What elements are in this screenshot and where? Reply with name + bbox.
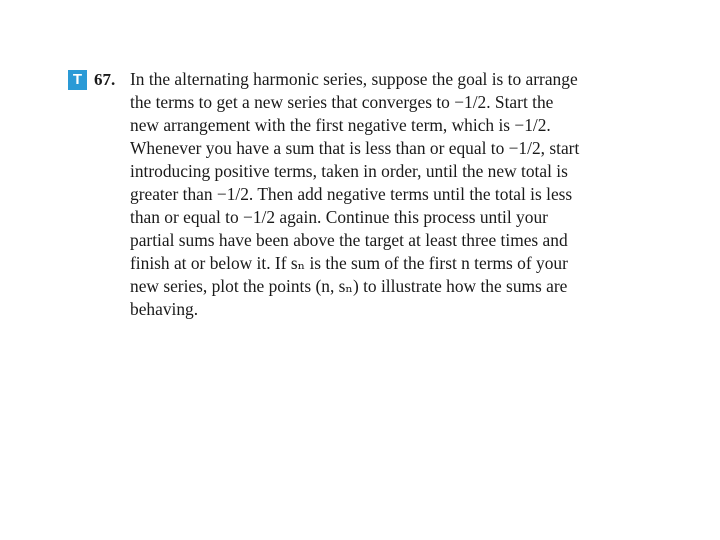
exercise-number: 67. [94, 70, 116, 89]
text-line: introducing positive terms, taken in order, until the new total is [130, 161, 568, 181]
text-line: new arrangement with the first negative term, which is −1/2. [130, 115, 551, 135]
exercise-67 [68, 68, 628, 321]
text-line: greater than −1/2. Then add negative terms until the total is less [130, 184, 573, 204]
text-line: new series, plot the points (n, sₙ) to illustrate how the sums are [130, 276, 568, 296]
text-line: In the alternating harmonic series, suppose the goal is to arrange [130, 69, 578, 89]
text-line: Whenever you have a sum that is less than or equal to −1/2, start [130, 138, 580, 158]
exercise-text [130, 68, 620, 321]
text-line: the terms to get a new series that converges to −1/2. Start the [130, 92, 554, 112]
technology-badge: T [68, 70, 87, 90]
text-line: finish at or below it. If sₙ is the sum of the first n terms of your [130, 253, 568, 273]
cut-off-text-fragment [150, 44, 330, 54]
text-line: than or equal to −1/2 again. Continue this process until your [130, 207, 548, 227]
text-line: partial sums have been above the target at least three times and [130, 230, 568, 250]
text-line: behaving. [130, 299, 199, 319]
